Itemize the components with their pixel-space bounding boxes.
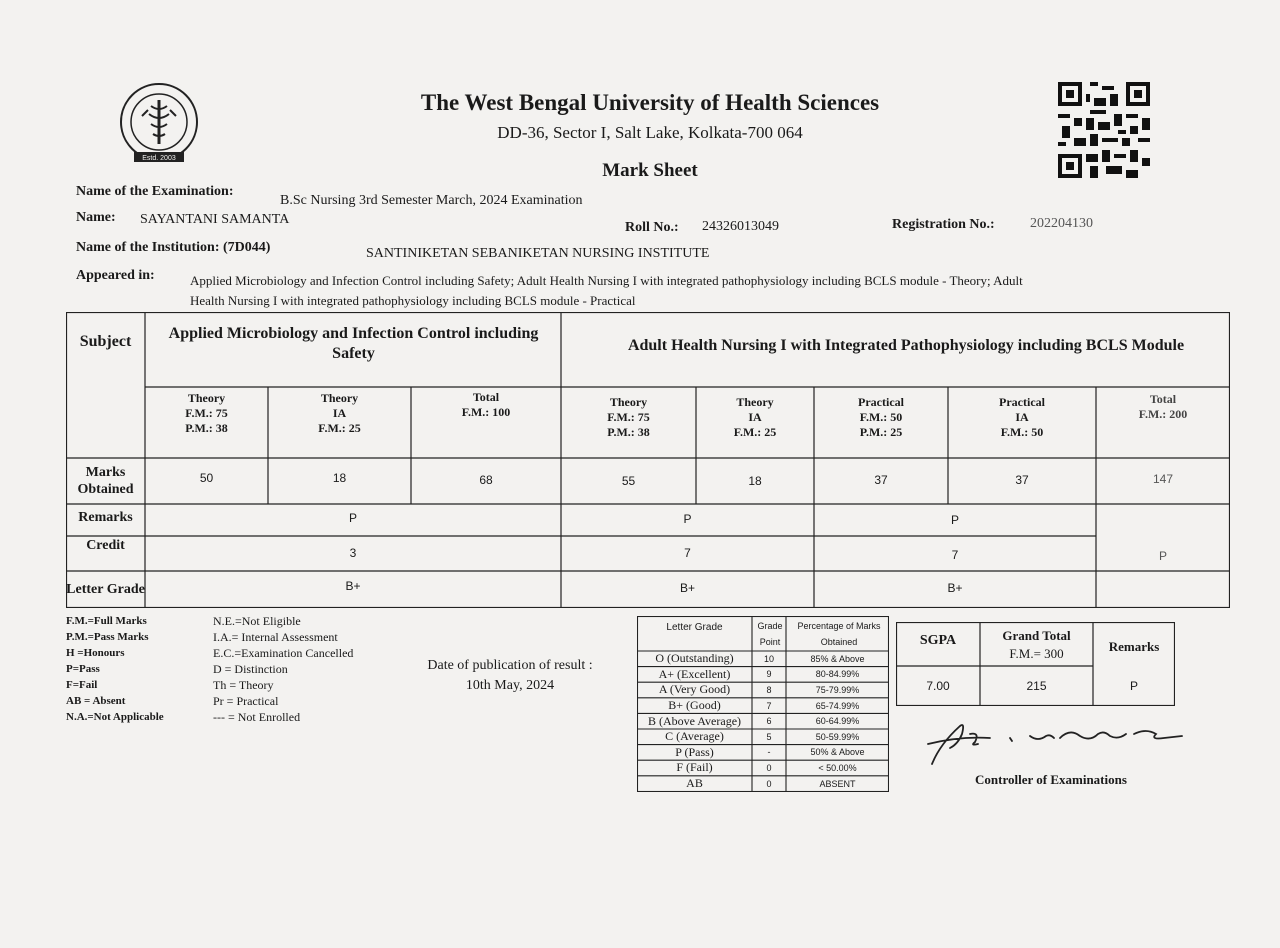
col-header-2 <box>268 387 411 439</box>
grade-row-point: 9 <box>766 669 772 680</box>
legend-item: E.C.=Examination Cancelled <box>213 646 354 660</box>
marks-cell-6: 37 <box>874 472 888 487</box>
legend-item: N.E.=Not Eligible <box>213 614 301 628</box>
grade-row-percentage: 65-74.99% <box>815 700 860 711</box>
credit-cell-2: 7 <box>684 546 691 560</box>
grade-row-percentage: 50-59.99% <box>815 731 860 742</box>
grade-row-point: 7 <box>766 700 772 711</box>
grade-row-percentage: < 50.00% <box>818 762 857 773</box>
col-header-8-line-2: F.M.: 200 <box>1138 407 1188 421</box>
grade-row-letter: AB <box>686 776 703 791</box>
grade-row-point: 10 <box>763 653 774 664</box>
sgpa-summary-table <box>896 622 1175 706</box>
legend-item: --- = Not Enrolled <box>213 710 301 724</box>
abbreviation-legend-1 <box>66 613 164 725</box>
col-header-1-line-2: F.M.: 75 <box>185 405 228 420</box>
roll-no-label: Roll No.: <box>625 220 679 235</box>
subject-2-title: Adult Health Nursing I with Integrated Pathophysiology including BCLS Module <box>627 337 1185 354</box>
legend-item: AB = Absent <box>66 695 126 707</box>
legend-item: P.M.=Pass Marks <box>66 631 149 643</box>
publication-label: Date of publication of result : <box>427 658 593 673</box>
credit-cell-3: 7 <box>951 547 959 562</box>
marks-cell-7: 37 <box>1015 472 1029 487</box>
col-header-4-line-2: F.M.: 75 <box>607 409 650 424</box>
marks-cell-3: 68 <box>479 472 493 487</box>
legend-item: H =Honours <box>66 647 125 659</box>
grade-header-point: Grade Point <box>757 620 783 647</box>
legend-item: F=Fail <box>66 679 98 691</box>
publication-date-block <box>415 656 605 696</box>
legend-item: Th = Theory <box>213 678 274 692</box>
legend-item: F.M.=Full Marks <box>66 615 147 627</box>
grade-row-percentage: 85% & Above <box>810 653 865 664</box>
col-header-2-line-2: IA <box>332 405 347 420</box>
col-header-7-line-1: Practical <box>999 394 1045 409</box>
col-header-4-line-1: Theory <box>609 394 648 409</box>
institution-value: SANTINIKETAN SEBANIKETAN NURSING INSTITUTE <box>366 246 710 261</box>
grade-cell-2: B+ <box>679 580 695 595</box>
grade-row-point: 5 <box>766 731 772 742</box>
grade-row-percentage: ABSENT <box>819 778 856 789</box>
col-header-6-line-2: F.M.: 50 <box>859 409 903 424</box>
legend-item: Pr = Practical <box>213 694 279 708</box>
abbreviation-legend-2 <box>213 613 353 725</box>
exam-name-value: B.Sc Nursing 3rd Semester March, 2024 Examination <box>280 193 583 208</box>
marks-cell-2: 18 <box>332 470 347 485</box>
grade-row-percentage: 60-64.99% <box>815 716 860 727</box>
grade-row-point: 0 <box>766 762 772 773</box>
university-name: The West Bengal University of Health Sciences <box>420 90 880 115</box>
legend-item: D = Distinction <box>213 662 288 676</box>
marks-obtained-label: Marks Obtained <box>77 464 134 497</box>
grade-row-point: 0 <box>766 778 772 789</box>
grade-row-letter: A+ (Excellent) <box>658 666 731 681</box>
grade-cell-3: B+ <box>947 580 963 595</box>
legend-item: I.A.= Internal Assessment <box>213 630 338 644</box>
registration-no-label: Registration No.: <box>892 217 995 232</box>
legend-item: N.A.=Not Applicable <box>66 711 164 723</box>
col-header-6-line-1: Practical <box>858 394 904 409</box>
col-header-6-line-3: P.M.: 25 <box>859 424 903 439</box>
grade-row-letter: P (Pass) <box>675 744 714 759</box>
university-address: DD-36, Sector I, Salt Lake, Kolkata-700 064 <box>497 123 803 142</box>
grade-row-percentage: 75-79.99% <box>815 684 860 695</box>
appeared-in-line-2: Health Nursing I with integrated pathophysiology including BCLS module - Practical <box>190 293 636 308</box>
logo-year: Estd. 2003 <box>142 155 176 162</box>
grade-header-letter: Letter Grade <box>666 621 723 633</box>
col-header-5-line-1: Theory <box>736 394 774 409</box>
grade-row-letter: O (Outstanding) <box>655 651 734 666</box>
col-header-1 <box>145 387 268 439</box>
remarks-label: Remarks <box>78 510 133 526</box>
grade-row-percentage: 50% & Above <box>810 747 865 758</box>
legend-item: P=Pass <box>66 663 100 675</box>
credit-label: Credit <box>86 538 125 554</box>
remarks-cell-4: P <box>1158 548 1167 563</box>
marks-cell-8: 147 <box>1152 471 1174 486</box>
document-title: Mark Sheet <box>602 160 698 181</box>
remarks-cell-3: P <box>950 512 959 527</box>
grade-row-letter: F (Fail) <box>676 760 713 775</box>
controller-title: Controller of Examinations <box>975 772 1127 787</box>
grand-total-label: Grand Total <box>1002 628 1071 643</box>
roll-no-value: 24326013049 <box>702 219 779 234</box>
remarks-cell-1: P <box>348 510 357 525</box>
grade-row-point: 6 <box>766 716 772 727</box>
col-header-7 <box>948 387 1096 447</box>
col-header-4-line-3: P.M.: 38 <box>607 424 650 439</box>
appeared-in-line-1: Applied Microbiology and Infection Control including Safety; Adult Health Nursing I with integrated pathophysiology including BCLS module - Theory; Adult <box>190 273 1023 288</box>
summary-remarks-label: Remarks <box>1108 639 1160 654</box>
col-header-5 <box>696 387 814 447</box>
grade-row-letter: B (Above Average) <box>647 713 742 728</box>
grade-row-letter: A (Very Good) <box>658 682 731 697</box>
publication-date: 10th May, 2024 <box>465 678 555 693</box>
appeared-in-label: Appeared in: <box>76 268 155 283</box>
col-header-4 <box>561 387 696 447</box>
col-header-2-line-3: F.M.: 25 <box>318 420 361 435</box>
col-header-5-line-2: IA <box>748 409 762 424</box>
col-header-3-line-1: Total <box>472 390 500 404</box>
col-header-3 <box>411 387 561 423</box>
subject-header: Subject <box>79 333 132 350</box>
qr-code-icon <box>1058 82 1150 178</box>
col-header-2-line-1: Theory <box>320 390 359 405</box>
grade-header-percentage: Percentage of Marks Obtained <box>797 620 881 647</box>
grade-row-point: - <box>767 747 771 758</box>
grand-total-fm: F.M.= 300 <box>1009 646 1064 661</box>
grand-total-header <box>980 626 1093 664</box>
summary-remarks-value: P <box>1129 679 1138 693</box>
marks-cell-5: 18 <box>748 473 762 488</box>
col-header-8-line-1: Total <box>1149 392 1177 406</box>
col-header-7-line-2: IA <box>1015 409 1029 424</box>
institution-label: Name of the Institution: (7D044) <box>76 240 271 255</box>
marks-table <box>66 312 1230 608</box>
student-name-label: Name: <box>76 210 116 225</box>
remarks-cell-2: P <box>683 511 692 526</box>
grade-row-letter: C (Average) <box>665 729 724 744</box>
sgpa-value: 7.00 <box>926 679 950 693</box>
grand-total-value: 215 <box>1026 679 1047 693</box>
col-header-3-line-2: F.M.: 100 <box>461 405 511 419</box>
col-header-6 <box>814 387 948 447</box>
student-name-value: SAYANTANI SAMANTA <box>140 212 290 227</box>
credit-cell-1: 3 <box>349 546 357 560</box>
controller-signature <box>920 714 1190 772</box>
grade-row-percentage: 80-84.99% <box>815 669 860 680</box>
grade-cell-1: B+ <box>345 578 361 593</box>
letter-grade-label: Letter Grade <box>66 581 145 597</box>
sgpa-label: SGPA <box>919 633 957 648</box>
col-header-1-line-1: Theory <box>187 390 226 405</box>
subject-1-title: Applied Microbiology and Infection Control including Safety <box>168 325 539 362</box>
marks-cell-4: 55 <box>621 473 636 488</box>
marks-cell-1: 50 <box>199 470 214 485</box>
col-header-8 <box>1096 387 1230 427</box>
col-header-7-line-3: F.M.: 50 <box>1000 424 1044 439</box>
col-header-5-line-3: F.M.: 25 <box>733 424 777 439</box>
grade-scale-table <box>637 616 889 792</box>
registration-no-value: 202204130 <box>1030 216 1093 231</box>
exam-name-label: Name of the Examination: <box>76 184 234 199</box>
university-logo <box>108 78 210 170</box>
grade-row-letter: B+ (Good) <box>668 698 721 713</box>
grade-row-point: 8 <box>766 684 772 695</box>
col-header-1-line-3: P.M.: 38 <box>185 420 228 435</box>
